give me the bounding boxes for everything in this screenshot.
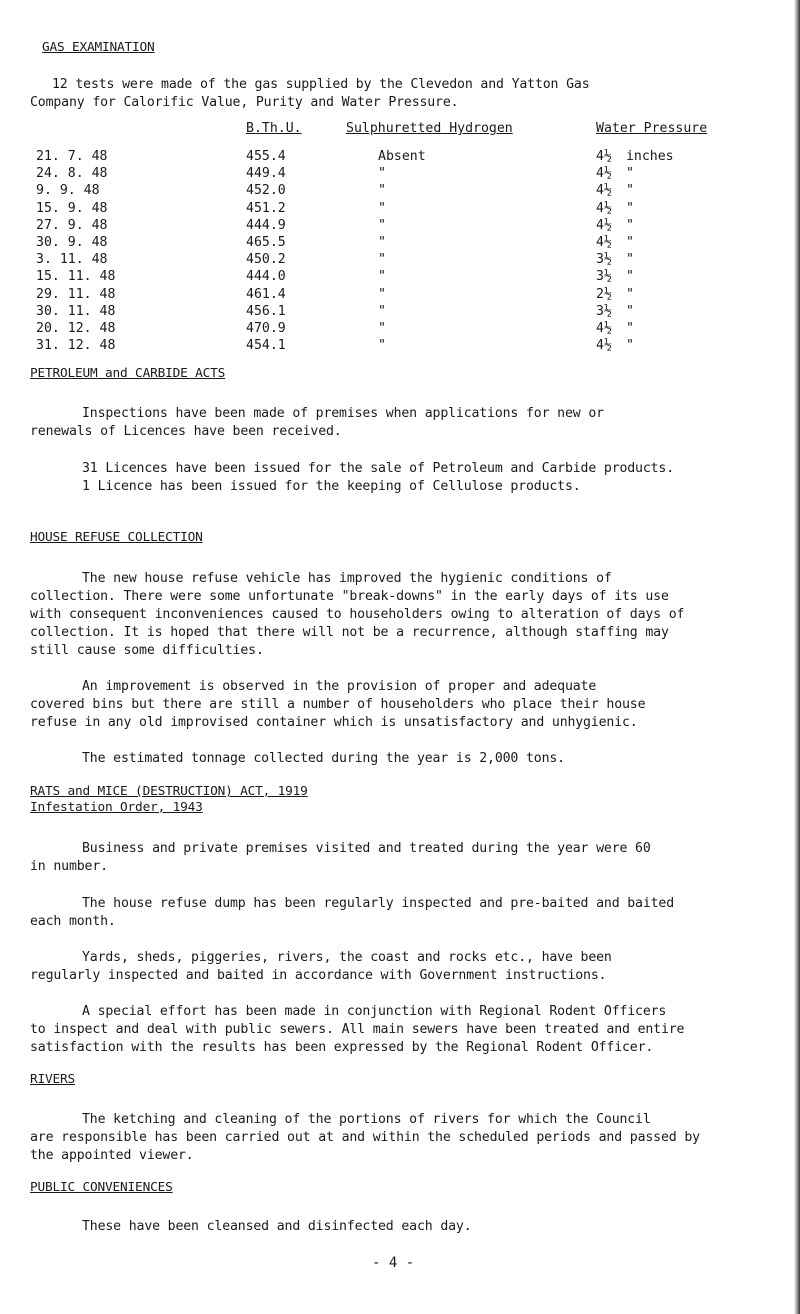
row-water-pressure — [596, 236, 736, 253]
rats-paragraph-3 — [30, 949, 785, 985]
row-water-pressure — [596, 270, 736, 287]
table-row — [36, 167, 736, 184]
rats-paragraph-1 — [30, 840, 785, 876]
row-date: 15. 11. 48 — [36, 269, 116, 285]
gas-table-header-row — [36, 122, 736, 150]
table-row — [36, 253, 736, 270]
row-wp-value: 4½ — [596, 200, 612, 216]
table-row — [36, 305, 736, 322]
header-water-pressure: Water Pressure — [596, 121, 708, 136]
refuse-p1-line: still cause some difficulties. — [30, 643, 264, 658]
refuse-paragraph-1 — [30, 570, 785, 660]
row-wp-value: 3½ — [596, 303, 612, 319]
row-wp-value: 4½ — [596, 183, 612, 199]
rivers-paragraph — [30, 1111, 785, 1165]
petroleum-p2-line-2: 1 Licence has been issued for the keeping of Cellulose products. — [82, 479, 581, 494]
row-date: 24. 8. 48 — [36, 166, 108, 182]
row-date: 9. 9. 48 — [36, 183, 100, 199]
gas-intro-line-2: Company for Calorific Value, Purity and Water Pressure. — [30, 95, 459, 110]
row-date: 29. 11. 48 — [36, 286, 116, 302]
gas-test-table — [36, 122, 736, 356]
row-h2s: " — [378, 200, 386, 216]
rats-p3-line: regularly inspected and baited in accordance with Government instructions. — [30, 968, 607, 983]
table-row — [36, 219, 736, 236]
row-water-pressure — [596, 219, 736, 236]
row-btu: 449.4 — [246, 166, 286, 182]
table-row — [36, 150, 736, 167]
gas-intro-line-1: 12 tests were made of the gas supplied by the Clevedon and Yatton Gas — [52, 77, 590, 92]
petroleum-p1-line-1: Inspections have been made of premises when applications for new or — [82, 406, 604, 421]
row-water-pressure — [596, 150, 736, 167]
row-wp-value: 4½ — [596, 166, 612, 182]
row-wp-unit: " — [625, 269, 634, 285]
rats-p1-line: Business and private premises visited and treated during the year were 60 — [82, 841, 651, 856]
row-water-pressure — [596, 339, 736, 356]
refuse-paragraph-2 — [30, 678, 785, 732]
refuse-p1-line: collection. It is hoped that there will not be a recurrence, although staffing may — [30, 625, 669, 640]
table-row — [36, 339, 736, 356]
petroleum-paragraph-2 — [30, 460, 785, 496]
row-h2s: " — [378, 183, 386, 199]
gas-examination-heading: GAS EXAMINATION — [42, 40, 155, 55]
row-h2s: Absent — [378, 149, 426, 164]
row-h2s: " — [378, 269, 386, 285]
row-wp-value: 3½ — [596, 269, 612, 285]
row-wp-value: 4½ — [596, 149, 612, 164]
petroleum-p1-line-2: renewals of Licences have been received. — [30, 424, 342, 439]
rats-p2-line: The house refuse dump has been regularly inspected and pre-baited and baited — [82, 896, 675, 911]
table-row — [36, 322, 736, 339]
table-row — [36, 202, 736, 219]
row-water-pressure — [596, 288, 736, 305]
row-date: 20. 12. 48 — [36, 320, 116, 336]
row-wp-value: 4½ — [596, 338, 612, 354]
row-btu: 452.0 — [246, 183, 286, 199]
row-btu: 470.9 — [246, 320, 286, 336]
rats-p3-line: Yards, sheds, piggeries, rivers, the coast and rocks etc., have been — [82, 950, 612, 965]
rivers-p1-line: the appointed viewer. — [30, 1148, 194, 1163]
table-row — [36, 236, 736, 253]
row-btu: 450.2 — [246, 252, 286, 268]
row-date: 3. 11. 48 — [36, 252, 108, 268]
refuse-p2-line: refuse in any old improvised container which is unsatisfactory and unhygienic. — [30, 715, 638, 730]
refuse-p1-line: collection. There were some unfortunate "break-downs" in the early days of its use — [30, 589, 669, 604]
refuse-p3-line: The estimated tonnage collected during the year is 2,000 tons. — [82, 751, 565, 766]
row-h2s: " — [378, 217, 386, 233]
row-date: 27. 9. 48 — [36, 217, 108, 233]
row-wp-unit: " — [625, 252, 634, 268]
table-row — [36, 288, 736, 305]
refuse-p1-line: with consequent inconveniences caused to householders owing to alteration of days of — [30, 607, 685, 622]
row-water-pressure — [596, 202, 736, 219]
rats-p4-line: satisfaction with the results has been expressed by the Regional Rodent Officer. — [30, 1040, 654, 1055]
row-wp-unit: " — [625, 183, 634, 199]
scan-edge-shadow — [794, 0, 800, 1314]
row-wp-unit: " — [625, 166, 634, 182]
row-wp-unit: inches — [625, 149, 674, 164]
rivers-p1-line: The ketching and cleaning of the portions of rivers for which the Council — [82, 1112, 651, 1127]
rats-p1-line: in number. — [30, 859, 108, 874]
row-btu: 444.9 — [246, 217, 286, 233]
row-btu: 444.0 — [246, 269, 286, 285]
row-water-pressure — [596, 322, 736, 339]
refuse-p1-line: The new house refuse vehicle has improved the hygienic conditions of — [82, 571, 612, 586]
row-btu: 454.1 — [246, 338, 286, 354]
row-wp-value: 4½ — [596, 320, 612, 336]
rats-p2-line: each month. — [30, 914, 116, 929]
rats-paragraph-2 — [30, 895, 785, 931]
row-h2s: " — [378, 252, 386, 268]
row-h2s: " — [378, 303, 386, 319]
public-conveniences-paragraph — [30, 1218, 785, 1236]
rats-p4-line: to inspect and deal with public sewers. All main sewers have been treated and entire — [30, 1022, 685, 1037]
header-btu: B.Th.U. — [246, 121, 302, 136]
header-sulphuretted-hydrogen: Sulphuretted Hydrogen — [346, 121, 513, 136]
petroleum-p2-line-1: 31 Licences have been issued for the sale of Petroleum and Carbide products. — [82, 461, 675, 476]
row-h2s: " — [378, 286, 386, 302]
house-refuse-heading: HOUSE REFUSE COLLECTION — [30, 530, 203, 545]
row-wp-unit: " — [625, 234, 634, 250]
row-date: 30. 9. 48 — [36, 234, 108, 250]
row-water-pressure — [596, 167, 736, 184]
row-date: 15. 9. 48 — [36, 200, 108, 216]
rivers-p1-line: are responsible has been carried out at and within the scheduled periods and passed by — [30, 1130, 700, 1145]
row-h2s: " — [378, 338, 386, 354]
row-water-pressure — [596, 305, 736, 322]
row-wp-value: 2½ — [596, 286, 612, 302]
row-btu: 465.5 — [246, 234, 286, 250]
row-water-pressure — [596, 253, 736, 270]
public-p1-line: These have been cleansed and disinfected each day. — [82, 1219, 472, 1234]
row-wp-value: 4½ — [596, 217, 612, 233]
row-wp-unit: " — [625, 200, 634, 216]
row-date: 31. 12. 48 — [36, 338, 116, 354]
row-water-pressure — [596, 184, 736, 201]
row-btu: 455.4 — [246, 149, 286, 164]
page-number: - 4 - — [372, 1255, 415, 1271]
row-h2s: " — [378, 234, 386, 250]
table-row — [36, 184, 736, 201]
refuse-paragraph-3 — [30, 750, 785, 768]
table-row — [36, 270, 736, 287]
row-date: 30. 11. 48 — [36, 303, 116, 319]
row-wp-value: 3½ — [596, 252, 612, 268]
row-btu: 461.4 — [246, 286, 286, 302]
refuse-p2-line: covered bins but there are still a number of householders who place their house — [30, 697, 646, 712]
rats-p4-line: A special effort has been made in conjunction with Regional Rodent Officers — [82, 1004, 667, 1019]
row-wp-unit: " — [625, 338, 634, 354]
rats-heading-line-2: Infestation Order, 1943 — [30, 799, 203, 815]
petroleum-heading: PETROLEUM and CARBIDE ACTS — [30, 366, 226, 381]
row-wp-unit: " — [625, 217, 634, 233]
row-date: 21. 7. 48 — [36, 149, 108, 164]
row-h2s: " — [378, 166, 386, 182]
refuse-p2-line: An improvement is observed in the provision of proper and adequate — [82, 679, 597, 694]
row-btu: 451.2 — [246, 200, 286, 216]
row-btu: 456.1 — [246, 303, 286, 319]
row-h2s: " — [378, 320, 386, 336]
row-wp-unit: " — [625, 303, 634, 319]
rats-mice-heading — [30, 786, 308, 815]
gas-intro-paragraph — [30, 76, 785, 112]
row-wp-unit: " — [625, 320, 634, 336]
public-conveniences-heading: PUBLIC CONVENIENCES — [30, 1180, 173, 1195]
rats-paragraph-4 — [30, 1003, 785, 1057]
petroleum-paragraph-1 — [30, 405, 785, 441]
row-wp-unit: " — [625, 286, 634, 302]
rats-heading-line-1: RATS and MICE (DESTRUCTION) ACT, 1919 — [30, 784, 308, 799]
row-wp-value: 4½ — [596, 234, 612, 250]
header-date — [36, 122, 246, 150]
rivers-heading: RIVERS — [30, 1072, 76, 1087]
